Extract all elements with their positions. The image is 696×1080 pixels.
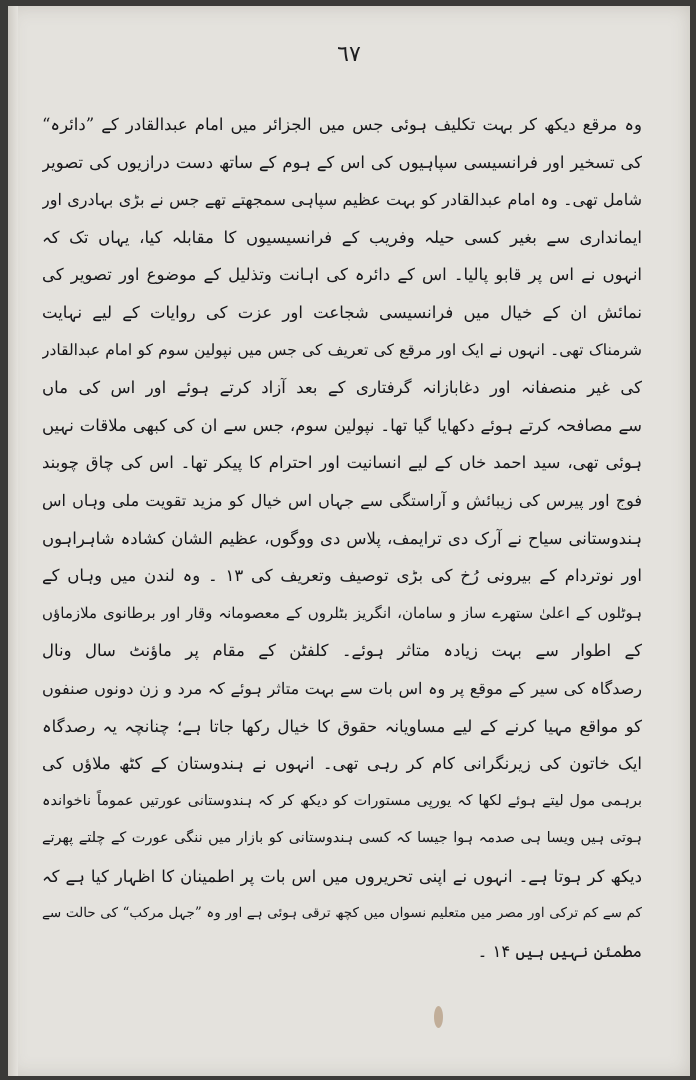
text-line: کو مواقع مہیا کرنے کے لیے مساویانہ حقوق کا خیال رکھا جاتا ہے؛ چنانچہ یہ رصدگاہ — [42, 716, 642, 736]
text-line: کی غیر منصفانہ اور دغابازانہ گرفتاری کے بعد آزاد کرتے ہوئے اور اس کی ماں — [42, 378, 642, 398]
text-line: فوج اور پیرس کی زیبائش و آراستگی سے جہاں اس خیال کو مزید تقویت ملی وہاں اس — [42, 490, 642, 510]
text-line: ہوئی تھی، سید احمد خاں کے لیے انسانیت اور احترام کا پیکر تھا۔ اس کی چاق چوبند — [42, 453, 642, 473]
scanned-page — [8, 6, 690, 1076]
body-text — [42, 106, 642, 971]
page-number: ٦٧ — [337, 42, 361, 67]
text-line: کی تسخیر اور فرانسیسی سپاہیوں کی اس کے ہوم کے ساتھ دست درازیوں کی تصویر — [42, 152, 642, 172]
text-line: کم سے کم ترکی اور مصر میں متعلیم نسواں میں کچھ ترقی ہوئی ہے اور وہ ”جہل مرکب“ کی حالت سے — [42, 905, 642, 922]
text-line: برہمی مول لیتے ہوئے لکھا کہ یورپی مستورات کو دیکھ کر کہ ہندوستانی عورتیں عموماً ناخواندہ — [42, 792, 642, 809]
text-line: اور نوتردام کے بیرونی رُخ کی بڑی توصیف وتعریف کی ۱۳ ۔ وہ لندن میں وہاں کے — [42, 566, 642, 586]
text-line: رصدگاہ کی سیر کے موقع پر وہ اس بات سے بہت متاثر ہوئے کہ مرد و زن دونوں صنفوں — [42, 678, 642, 698]
text-line: ہوٹلوں کے اعلیٰ ستھرے ساز و سامان، انگریز بٹلروں کے معصومانہ وقار اور برطانوی ملازماؤں — [42, 603, 642, 622]
text-line: ایک خاتون کی زیرنگرانی کام کر رہی تھی۔ انہوں نے ہندوستان کے کٹھ ملاؤں کی — [42, 754, 642, 774]
page-binding-edge — [8, 6, 18, 1076]
text-line: مطمئن نہیں ہیں ۱۴ ۔ — [477, 942, 642, 962]
text-line: ہوتی ہیں ویسا ہی صدمہ ہوا جیسا کہ کسی ہندوستانی کو بازار میں ننگی عورت کے چلتے پھرتے — [42, 830, 642, 847]
text-line: وہ مرقع دیکھ کر بہت تکلیف ہوئی جس میں الجزائر میں امام عبدالقادر کے ”دائرہ“ — [42, 115, 642, 134]
text-line: دیکھ کر ہوتا ہے۔ انہوں نے اپنی تحریروں میں اس بات پر اطمینان کا اظہار کیا ہے کہ — [42, 866, 642, 886]
text-line: انہوں نے اس پر قابو پالیا۔ اس کے دائرہ کی اہانت وتذلیل کے موضوع اور تصویر کی — [42, 265, 642, 285]
text-line: شامل تھی۔ وہ امام عبدالقادر کو بہت عظیم سپاہی سمجھتے تھے جس نے بڑی بہادری اور — [42, 190, 642, 210]
text-line: نمائش ان کے خیال میں فرانسیسی شجاعت اور عزت کی روایات کے لیے نہایت — [42, 302, 642, 322]
text-line: شرمناک تھی۔ انہوں نے ایک اور مرقع کی تعریف کی جس میں نپولین سوم کو امام عبدالقادر — [42, 340, 642, 359]
text-line: کے اطوار سے بہت زیادہ متاثر ہوئے۔ کلفٹن کے مقام پر ماؤنٹ سال ونال — [42, 641, 642, 661]
text-line: سے مصافحہ کرتے ہوئے دکھایا گیا تھا۔ نپولین سوم، جس سے ان کی کبھی ملاقات نہیں — [42, 415, 642, 435]
text-line: ایمانداری سے بغیر کسی حیلہ وفریب کے فرانسیسیوں کا مقابلہ کیا، یہاں تک کہ — [42, 227, 642, 247]
ink-stain — [434, 1006, 443, 1028]
text-line: ہندوستانی سیاح نے آرک دی ترایمف، پلاس دی ووگوں، عظیم الشان کشادہ شاہراہوں — [42, 528, 642, 548]
